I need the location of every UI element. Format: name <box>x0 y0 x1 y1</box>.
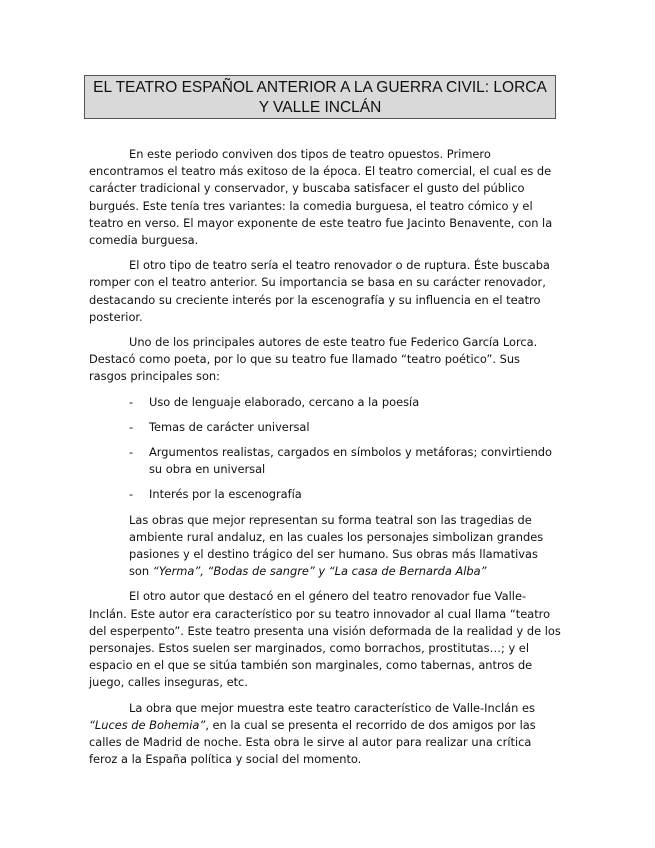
list-item-text: Argumentos realistas, cargados en símbolos y metáforas; convirtiendo su obra en universal <box>149 445 553 477</box>
document-body <box>89 146 561 777</box>
list-item <box>89 419 561 436</box>
list-item-text: Interés por la escenografía <box>149 487 302 502</box>
paragraph-renovador: El otro tipo de teatro sería el teatro renovador o de ruptura. Éste buscaba romper con el teatro anterior. Su importancia se basa en su carácter renovador, destacando su creciente interés por la escenografía y su influencia en el teatro posterior. <box>89 258 550 324</box>
bullet-dash: - <box>129 445 134 460</box>
luces-text-end: , en la cual se presenta el recorrido de dos amigos por las calles de Madrid de noche. Esta obra le sirve al autor para realizar una crítica feroz a la España política y social del momento. <box>89 717 536 767</box>
title-line-1: EL TEATRO ESPAÑOL ANTERIOR A LA GUERRA CIVIL: LORCA <box>93 79 547 96</box>
list-item <box>89 486 561 503</box>
list-item <box>89 394 561 411</box>
paragraph-lorca-obras <box>89 512 561 581</box>
paragraph-valle-inclan: El otro autor que destacó en el género del teatro renovador fue Valle-Inclán. Este autor era característico por su teatro innovador al cual llama “teatro del esperpento”. Este teatro presenta una visión deformada de la realidad y de los personajes. Estos suelen ser marginados, como borrachos, prostitutas…; y el espacio en el que se sitúa también son marginales, como tabernas, antros de juego, calles inseguras, etc. <box>89 589 561 690</box>
list-item-text: Uso de lenguaje elaborado, cercano a la poesía <box>149 394 420 409</box>
lorca-obras-text: Las obras que mejor representan su forma teatral son las tragedias de ambiente rural andaluz, en las cuales los personajes simbolizan grandes pasiones y el destino trágico del ser humano. Sus obras más llamativas son <box>129 512 544 579</box>
bullet-dash: - <box>129 419 134 434</box>
bullet-dash: - <box>129 394 134 409</box>
luces-title: “Luces de Bohemia” <box>89 717 206 732</box>
lorca-features-list <box>89 394 561 504</box>
title-box <box>84 75 556 119</box>
list-item <box>89 444 561 478</box>
list-item-text: Temas de carácter universal <box>149 419 310 434</box>
luces-text-start: La obra que mejor muestra este teatro característico de Valle-Inclán es <box>129 700 535 715</box>
paragraph-lorca: Uno de los principales autores de este teatro fue Federico García Lorca. Destacó como poeta, por lo que su teatro fue llamado “teatro poético”. Sus rasgos principales son: <box>89 335 538 384</box>
bullet-dash: - <box>129 487 134 502</box>
paragraph-comercial: En este periodo conviven dos tipos de teatro opuestos. Primero encontramos el teatro más exitoso de la época. El teatro comercial, el cual es de carácter tradicional y conservador, y buscaba satisfacer el gusto del público burgués. Este tenía tres variantes: la comedia burguesa, el teatro cómico y el teatro en verso. El mayor exponente de este teatro fue Jacinto Benavente, con la comedia burguesa. <box>89 147 553 248</box>
paragraph-luces-bohemia <box>89 700 561 769</box>
title-line-2: Y VALLE INCLÁN <box>258 99 382 116</box>
lorca-obras-titles: “Yerma”, “Bodas de sangre” y “La casa de Bernarda Alba” <box>152 564 487 579</box>
